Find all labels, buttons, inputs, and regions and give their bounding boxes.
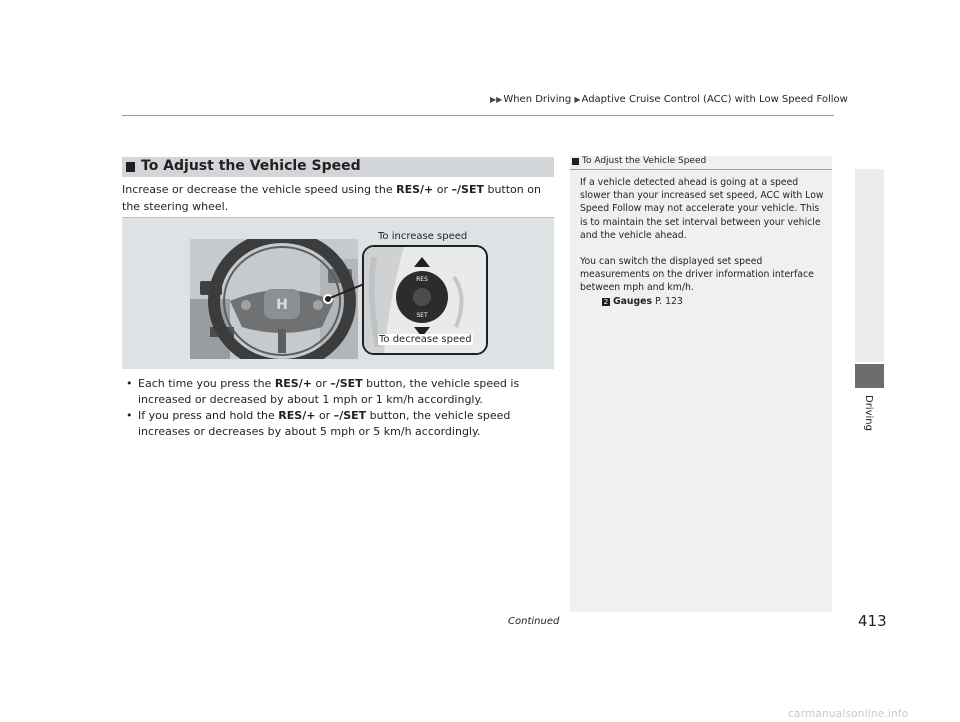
bullet-dot: •: [126, 409, 133, 422]
note-paragraph-2: You can switch the displayed set speed measurements on the driver information interface between mph and km/h.: [580, 256, 814, 294]
page-number: 413: [858, 612, 887, 630]
breadcrumb-item-acc: Adaptive Cruise Control (ACC) with Low Speed Follow: [581, 94, 848, 105]
note-title: To Adjust the Vehicle Speed: [570, 156, 832, 170]
intro-paragraph: Increase or decrease the vehicle speed using the RES/+ or –/SET button on the steering wheel.: [122, 183, 541, 213]
note-paragraph-1: If a vehicle detected ahead is going at a speed slower than your increased set speed, ACC with Low Speed Follow may not accelerate your vehicle. This is to maintain the set interval between your vehicle and the vehicle ahead.: [580, 177, 824, 241]
increase-speed-label: To increase speed: [378, 231, 468, 242]
breadcrumb: [490, 94, 848, 105]
decrease-speed-label: To decrease speed: [379, 334, 472, 345]
res-plus-label: RES/+: [396, 183, 434, 196]
section-heading: [122, 157, 554, 177]
side-tab-track: [855, 169, 884, 362]
side-note: [570, 156, 832, 612]
header-rule: [122, 115, 834, 116]
bullet-dot: •: [126, 377, 133, 390]
res-button-text: RES: [416, 276, 428, 283]
svg-text:H: H: [276, 297, 288, 313]
section-title: To Adjust the Vehicle Speed: [141, 158, 361, 174]
side-tab-label: Driving: [863, 395, 874, 431]
arrow-icon: ▶: [574, 95, 581, 104]
list-item: • If you press and hold the RES/+ or –/SET button, the vehicle speed increases or decreases by about 5 mph or 5 km/h accordingly.: [126, 409, 511, 438]
note-body: [580, 176, 828, 308]
reference-arrow-icon: 2: [603, 297, 609, 306]
note-icon: [572, 158, 579, 165]
steering-wheel-figure: [122, 217, 554, 369]
list-item: • Each time you press the RES/+ or –/SET button, the vehicle speed is increased or decreased by about 1 mph or 1 km/h accordingly.: [126, 377, 520, 406]
gauges-reference-link[interactable]: 2 Gauges P. 123: [603, 295, 683, 307]
watermark: carmanualsonline.info: [788, 708, 909, 720]
double-arrow-icon: ▶▶: [490, 95, 503, 104]
set-button-text: SET: [416, 312, 428, 319]
bullet-list: [122, 376, 554, 440]
section-square-icon: [126, 162, 135, 172]
side-tab-marker: [855, 364, 884, 388]
continued-label: Continued: [508, 616, 560, 627]
minus-set-label: –/SET: [451, 183, 484, 196]
breadcrumb-item-when-driving: When Driving: [503, 94, 572, 105]
